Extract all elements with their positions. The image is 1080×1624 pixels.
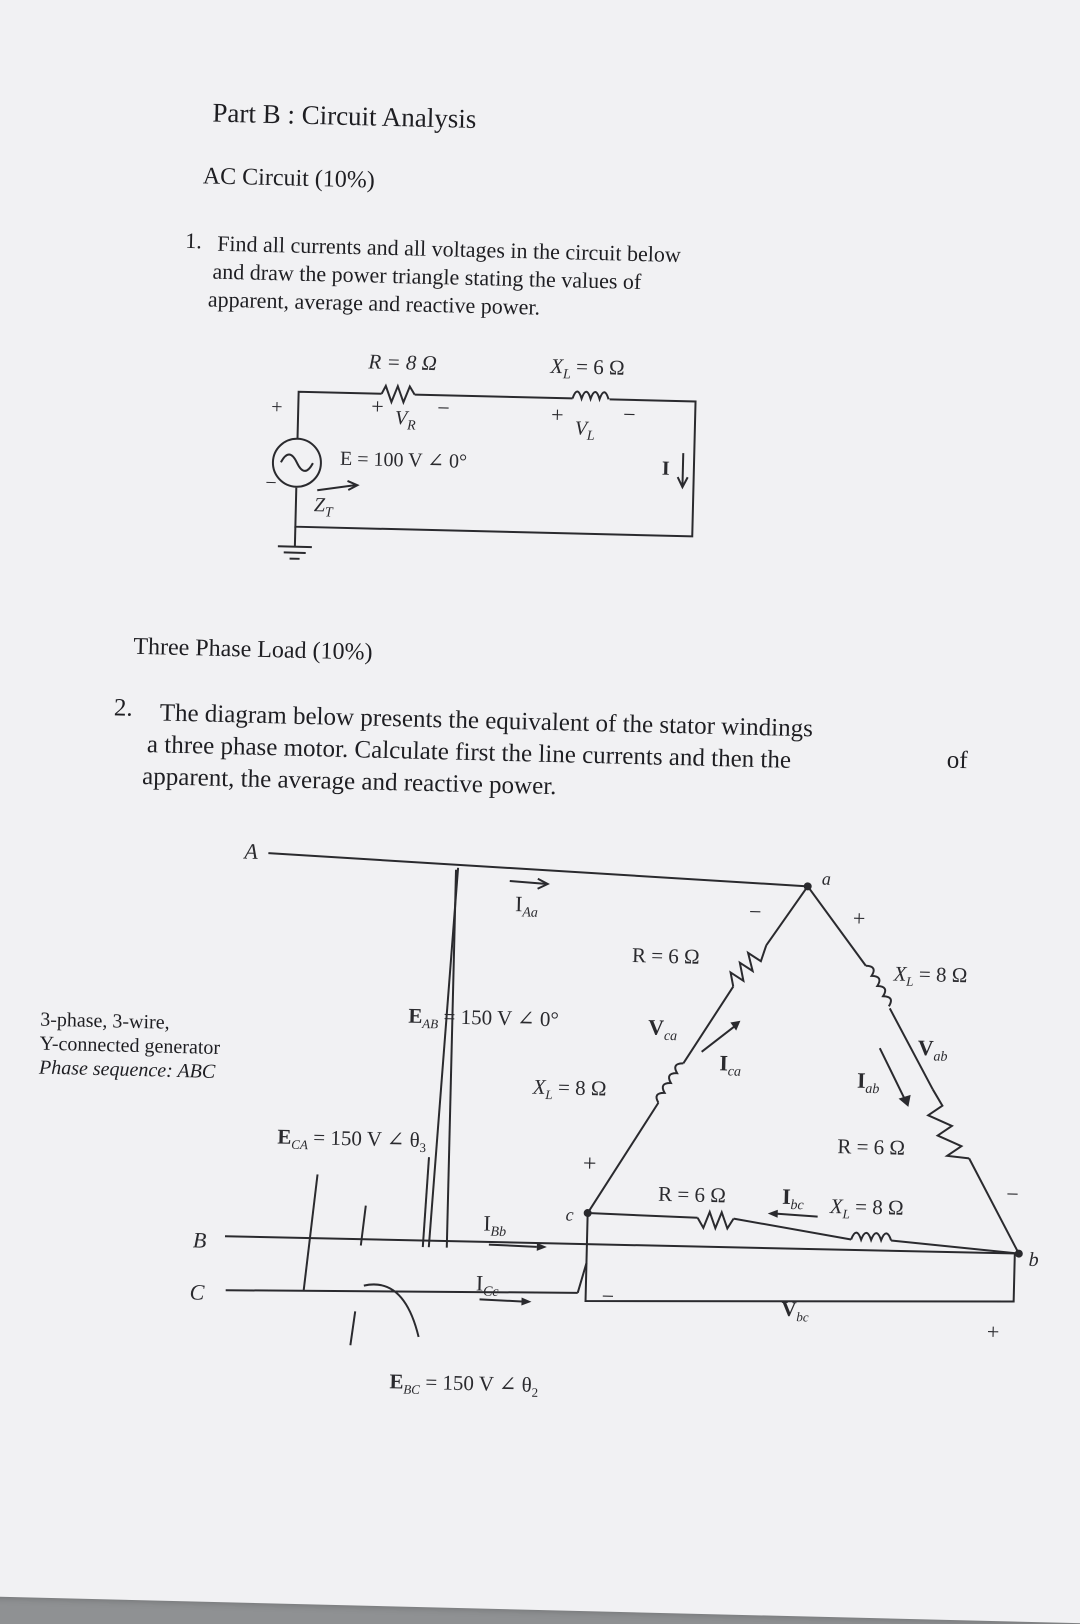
v-ab-plus-sign: + — [853, 905, 866, 930]
node-b-label: b — [1028, 1249, 1039, 1271]
ac-section-heading: AC Circuit (10%) — [203, 163, 376, 194]
zt-label: $Z_T$ — [314, 494, 335, 520]
i-bb-arrow-shaft — [489, 1245, 537, 1247]
delta-bc-mid — [733, 1219, 851, 1240]
ac-current-label: I — [662, 458, 671, 480]
xl-ca-label: $X_L = 8$ Ω — [531, 1075, 606, 1104]
vl-minus-label: − — [623, 402, 636, 427]
bc-resistor-symbol — [697, 1212, 733, 1229]
generator-description — [39, 1008, 221, 1084]
i-bc-arrow-head — [768, 1209, 778, 1217]
i-aa-arrow-shaft — [510, 881, 546, 884]
line-a-wire — [268, 853, 808, 886]
v-bc-label: $V_{bc}$ — [781, 1297, 809, 1325]
i-cc-arrow-shaft — [480, 1299, 522, 1301]
part-title: Part B : Circuit Analysis — [212, 98, 477, 135]
tp-question-line-2: a three phase motor. Calculate first the line currents and then the — [147, 730, 792, 776]
i-ab-arrow-shaft — [879, 1048, 906, 1099]
source-label: E = 100 V ∠ 0° — [340, 448, 467, 473]
e-bc-label: $E_{BC} = 150$ V ∠ $\theta_2$ — [389, 1369, 538, 1400]
i-bc-label: $I_{bc}$ — [782, 1184, 805, 1214]
ab-resistor-symbol — [927, 1089, 971, 1158]
tp-question-line-3: apparent, the average and reactive power. — [142, 762, 557, 802]
generator-line-2: Y-connected generator — [39, 1032, 220, 1060]
v-bc-bracket — [586, 1243, 1015, 1311]
source-plus-label: + — [271, 396, 283, 418]
e-ab-ref-line-2 — [447, 870, 456, 1248]
generator-line-1: 3-phase, 3-wire, — [40, 1008, 221, 1036]
ab-inductor-symbol — [865, 966, 892, 1007]
vl-label: $V_L$ — [574, 418, 595, 444]
e-ca-label: $E_{CA} = 150$ V ∠ $\theta_3$ — [277, 1124, 426, 1155]
xl-bc-label: $X_L = 8$ Ω — [829, 1194, 904, 1223]
node-a-label: a — [822, 869, 831, 889]
i-aa-label: $I_{Aa}$ — [515, 891, 539, 921]
i-bb-label: $I_{Bb}$ — [483, 1211, 507, 1241]
e-ab-label: $E_{AB} = 150$ V ∠ 0° — [408, 1004, 559, 1035]
line-c-wire — [226, 1284, 578, 1299]
ac-resistor-label: R = 8 Ω — [367, 349, 437, 375]
i-ca-arrow-shaft — [702, 1026, 735, 1053]
tp-question-line-1-tail: of — [946, 746, 968, 776]
bc-inductor-symbol — [851, 1232, 891, 1240]
ac-question-line-2: and draw the power triangle stating the values of — [212, 258, 641, 296]
ac-question-number: 1. — [185, 227, 202, 255]
v-ab-label: $V_{ab}$ — [917, 1035, 948, 1065]
r-ab-label: R = 6 Ω — [837, 1134, 905, 1160]
delta-ca-bottom — [588, 1101, 659, 1215]
v-ca-plus-sign: + — [583, 1151, 597, 1177]
i-ca-label: $I_{ca}$ — [719, 1050, 741, 1080]
e-ca-ref-line-3 — [423, 1157, 429, 1247]
line-b-wire — [225, 1234, 1019, 1255]
tp-question-number: 2. — [113, 693, 132, 723]
node-c-label: c — [565, 1205, 573, 1225]
vr-minus-label: − — [437, 395, 450, 420]
delta-bc-left — [588, 1213, 698, 1218]
three-phase-heading: Three Phase Load (10%) — [133, 634, 373, 667]
i-bc-arrow-shaft — [776, 1214, 818, 1217]
v-bc-plus-sign: + — [987, 1319, 1000, 1344]
v-ca-minus-sign: − — [749, 899, 762, 924]
ac-question-line-1: Find all currents and all voltages in the circuit below — [217, 230, 681, 269]
ac-question-line-3: apparent, average and reactive power. — [208, 285, 541, 321]
node-A-label: A — [242, 839, 259, 864]
node-B-label: B — [193, 1227, 207, 1252]
source-minus-label: − — [265, 472, 277, 494]
vr-label: $V_R$ — [395, 407, 417, 434]
r-ca-label: R = 6 Ω — [632, 943, 700, 969]
ca-resistor-symbol — [730, 944, 766, 987]
r-bc-label: R = 6 Ω — [658, 1182, 726, 1208]
i-cc-arrow-head — [521, 1297, 531, 1305]
v-ca-label: $V_{ca}$ — [648, 1014, 678, 1044]
generator-line-3: Phase sequence: ABC — [39, 1056, 220, 1084]
i-ab-label: $I_{ab}$ — [857, 1068, 880, 1098]
v-bc-minus-sign: − — [601, 1283, 614, 1308]
xl-ab-label: $X_L = 8$ Ω — [892, 961, 967, 990]
v-ab-minus-sign: − — [1006, 1181, 1019, 1206]
e-ca-ref-line-1 — [304, 1174, 318, 1290]
ac-inductor-label: $X_L = 6$ Ω — [549, 354, 625, 384]
i-cc-label: $I_{Cc}$ — [476, 1270, 500, 1300]
ca-inductor-symbol — [656, 1063, 683, 1104]
e-bc-ref-line — [350, 1311, 355, 1345]
node-b-dot — [1015, 1249, 1023, 1257]
tp-question-line-1: The diagram below presents the equivalent of the stator windings — [159, 698, 813, 744]
vr-plus-label: + — [371, 394, 384, 419]
delta-ca-top — [766, 885, 807, 946]
e-ab-ref-line-1 — [429, 867, 458, 1247]
node-C-label: C — [189, 1279, 205, 1304]
vl-plus-label: + — [551, 402, 564, 427]
